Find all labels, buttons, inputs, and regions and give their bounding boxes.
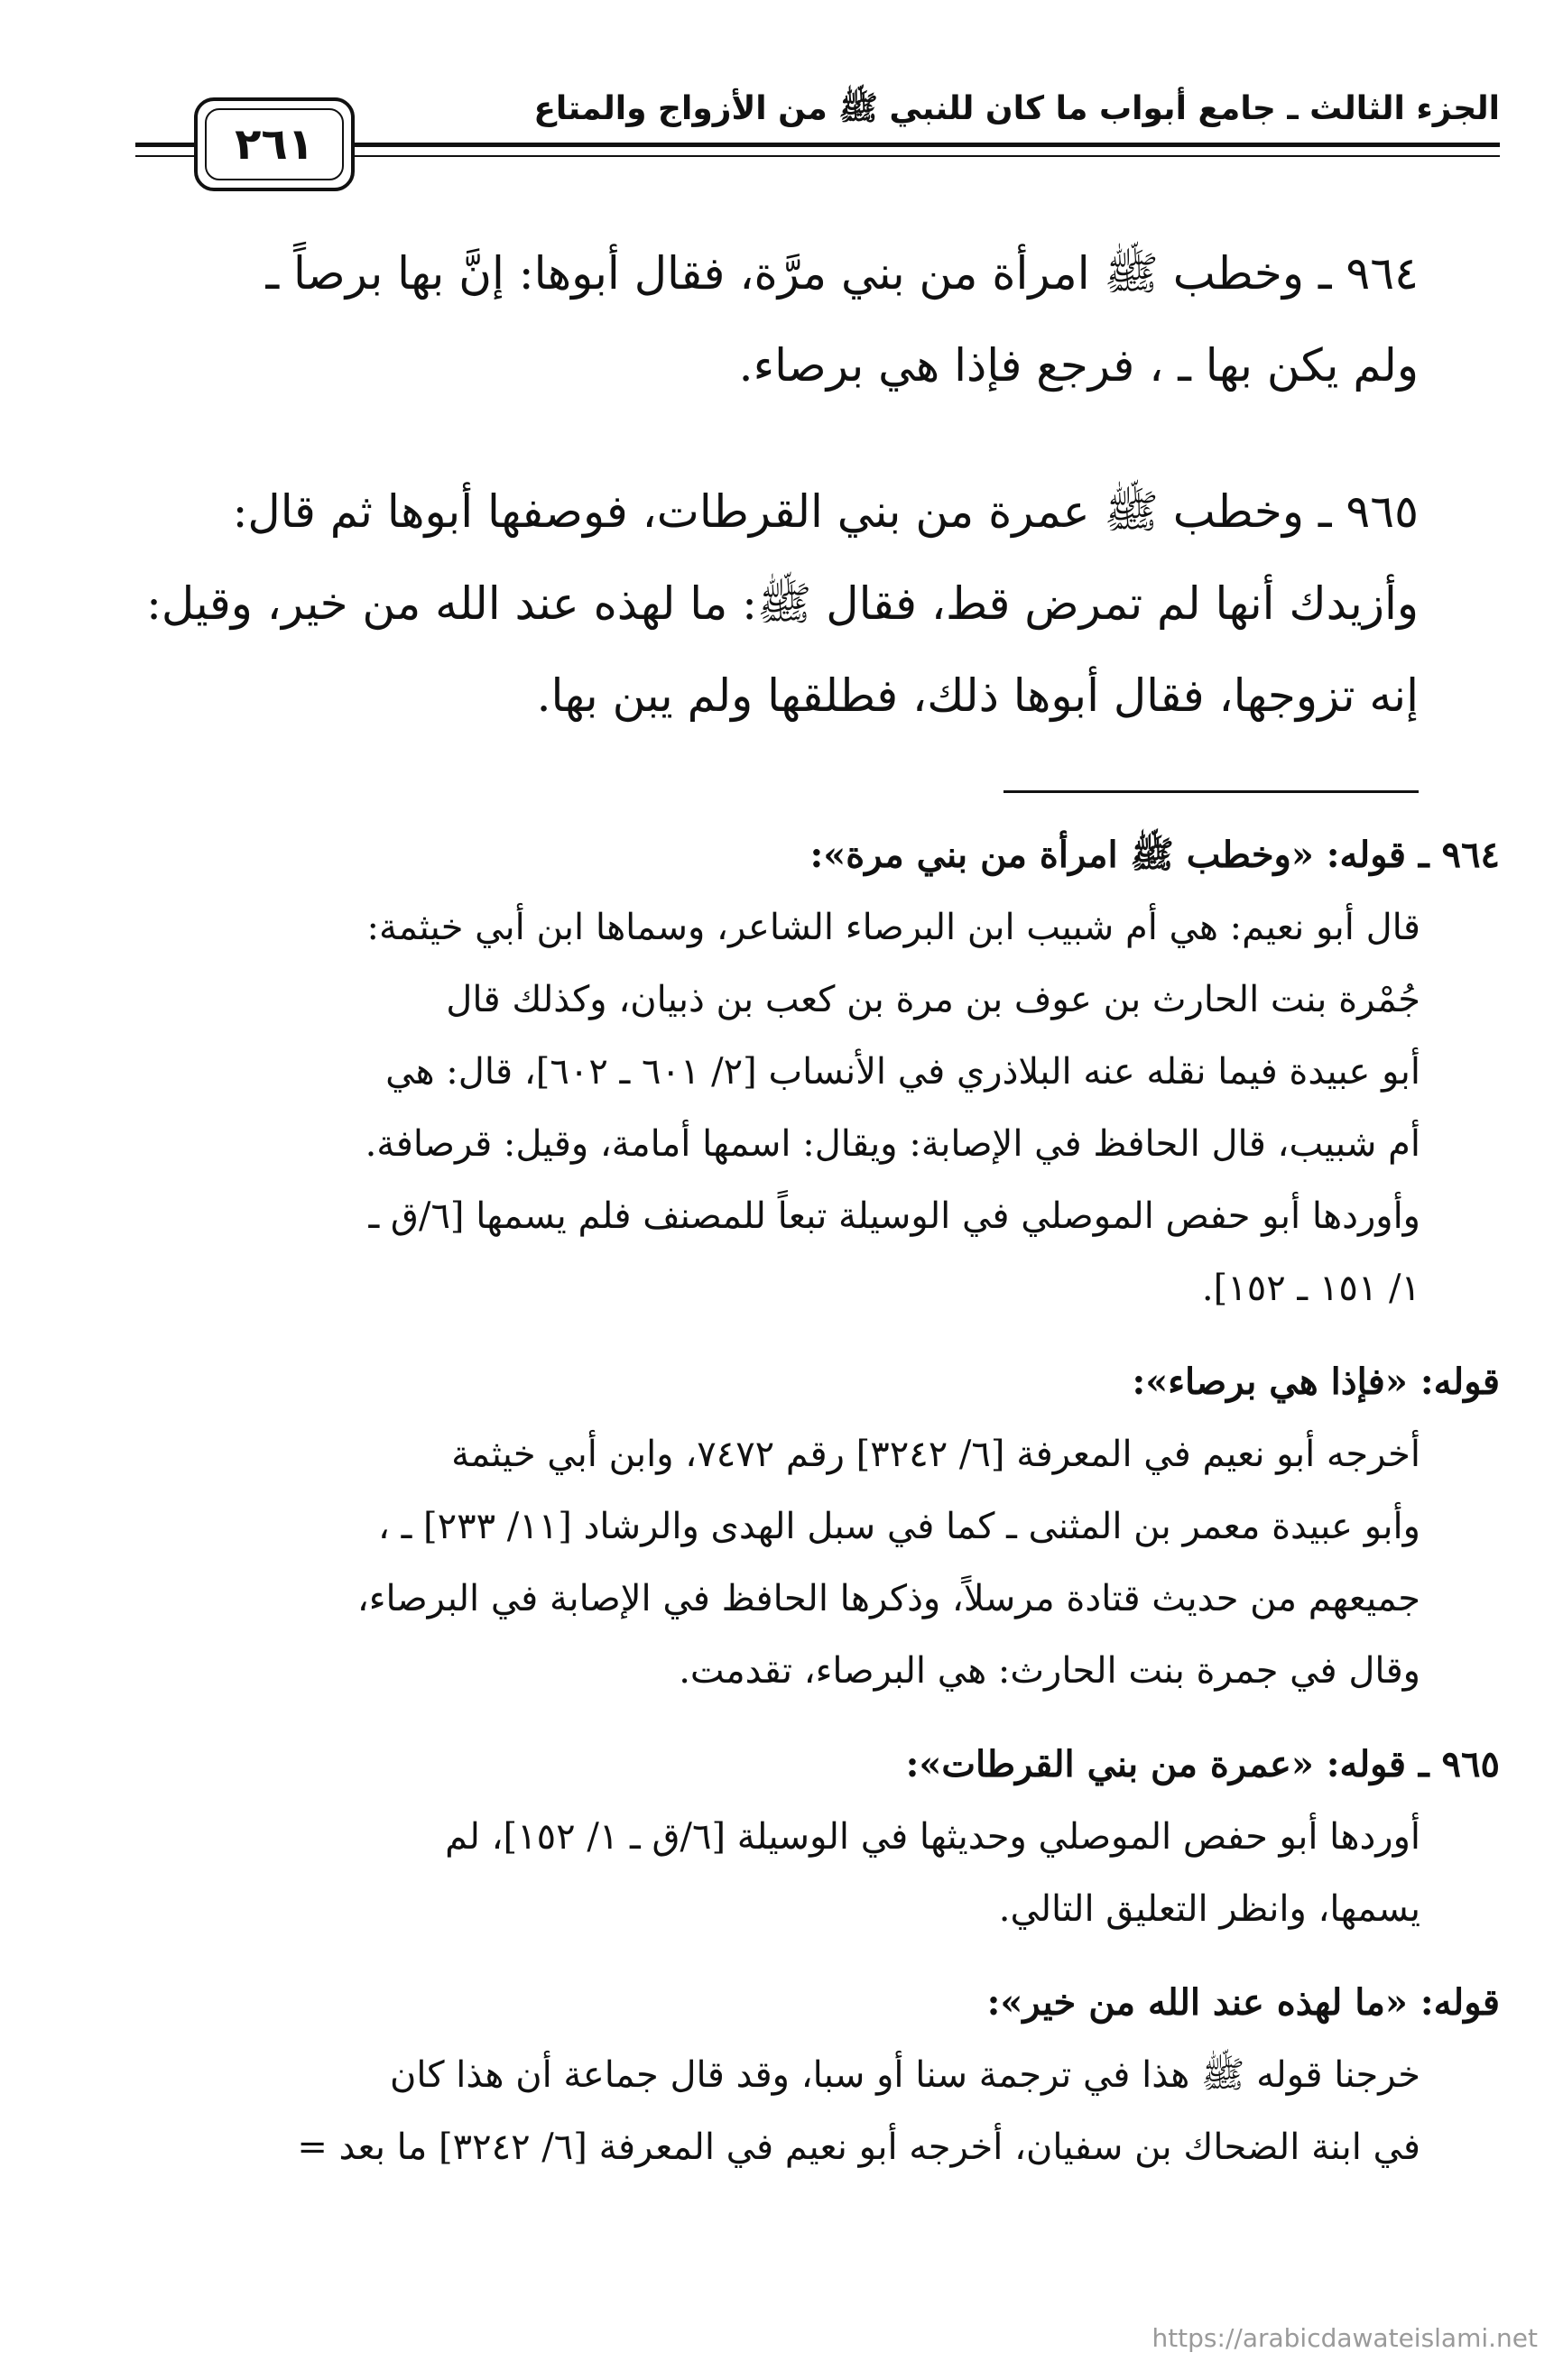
footnote-heading: ٩٦٥ ـ قوله: «عمرة من بني القرطات»: xyxy=(905,1743,1500,1785)
footnote-heading: قوله: «ما لهذه عند الله من خير»: xyxy=(986,1981,1500,2024)
footnote-line: جميعهم من حديث قتادة مرسلاً، وذكرها الحافظ في الإصابة في البرصاء، xyxy=(356,1578,1420,1619)
footnote-heading: قوله: «فإذا هي برصاء»: xyxy=(1132,1361,1500,1403)
footnote-line: جُمْرة بنت الحارث بن عوف بن مرة بن كعب بن ذبيان، وكذلك قال xyxy=(446,979,1420,1020)
footnote-line: وقال في جمرة بنت الحارث: هي البرصاء، تقدمت. xyxy=(679,1650,1420,1692)
text-line: وأزيدك أنها لم تمرض قط، فقال ﷺ: ما لهذه عند الله من خير، وقيل: xyxy=(146,577,1419,630)
footnote-separator xyxy=(1003,790,1419,793)
footnote-line: في ابنة الضحاك بن سفيان، أخرجه أبو نعيم في المعرفة [٦/ ٣٢٤٢] ما بعد = xyxy=(297,2126,1420,2168)
footnote-line: يسمها، وانظر التعليق التالي. xyxy=(998,1888,1420,1930)
footnote-line: وأبو عبيدة معمر بن المثنى ـ كما في سبل الهدى والرشاد [١١/ ٢٣٣] ـ ، xyxy=(377,1506,1420,1547)
watermark-url: https://arabicdawateislami.net xyxy=(1151,2323,1538,2353)
footnote-line: أم شبيب، قال الحافظ في الإصابة: ويقال: اسمها أمامة، وقيل: قرصافة. xyxy=(365,1123,1420,1165)
footnote-line: قال أبو نعيم: هي أم شبيب ابن البرصاء الشاعر، وسماها ابن أبي خيثمة: xyxy=(366,907,1420,948)
page-number-frame xyxy=(194,97,355,191)
paragraph-964 xyxy=(144,227,1419,411)
text-line: ٩٦٥ ـ وخطب ﷺ عمرة من بني القرطات، فوصفها أبوها ثم قال: xyxy=(232,485,1419,538)
paragraph-number: ٩٦٤ xyxy=(1346,247,1419,300)
text-line: ولم يكن بها ـ ، فرجع فإذا هي برصاء. xyxy=(738,339,1419,392)
paragraph-number: ٩٦٥ xyxy=(1346,485,1419,538)
footnote-line: ١/ ١٥١ ـ ١٥٢]. xyxy=(1201,1268,1420,1309)
footnotes xyxy=(108,819,1500,2183)
footnote-line: وأوردها أبو حفص الموصلي في الوسيلة تبعاً للمصنف فلم يسمها [٦/ق ـ xyxy=(368,1195,1420,1237)
footnote-line: أوردها أبو حفص الموصلي وحديثها في الوسيلة [٦/ق ـ ١/ ١٥٢]، لم xyxy=(445,1816,1420,1858)
footnote-line: أخرجه أبو نعيم في المعرفة [٦/ ٣٢٤٢] رقم ٧٤٧٢، وابن أبي خيثمة xyxy=(451,1434,1420,1475)
footnote-heading: ٩٦٤ ـ قوله: «وخطب ﷺ امرأة من بني مرة»: xyxy=(809,834,1500,876)
main-text xyxy=(144,227,1419,742)
page-number: ٢٦١ xyxy=(205,108,344,180)
text-line: ٩٦٤ ـ وخطب ﷺ امرأة من بني مرَّة، فقال أبوها: إنَّ بها برصاً ـ xyxy=(265,247,1419,300)
footnote-line: خرجنا قوله ﷺ هذا في ترجمة سنا أو سبا، وقد قال جماعة أن هذا كان xyxy=(389,2054,1420,2096)
running-title: الجزء الثالث ـ جامع أبواب ما كان للنبي ﷺ من الأزواج والمتاع xyxy=(533,90,1500,127)
paragraph-965 xyxy=(144,466,1419,742)
text-line: إنه تزوجها، فقال أبوها ذلك، فطلقها ولم يبن بها. xyxy=(536,669,1419,722)
footnote-line: أبو عبيدة فيما نقله عنه البلاذري في الأنساب [٢/ ٦٠١ ـ ٦٠٢]، قال: هي xyxy=(385,1051,1420,1093)
